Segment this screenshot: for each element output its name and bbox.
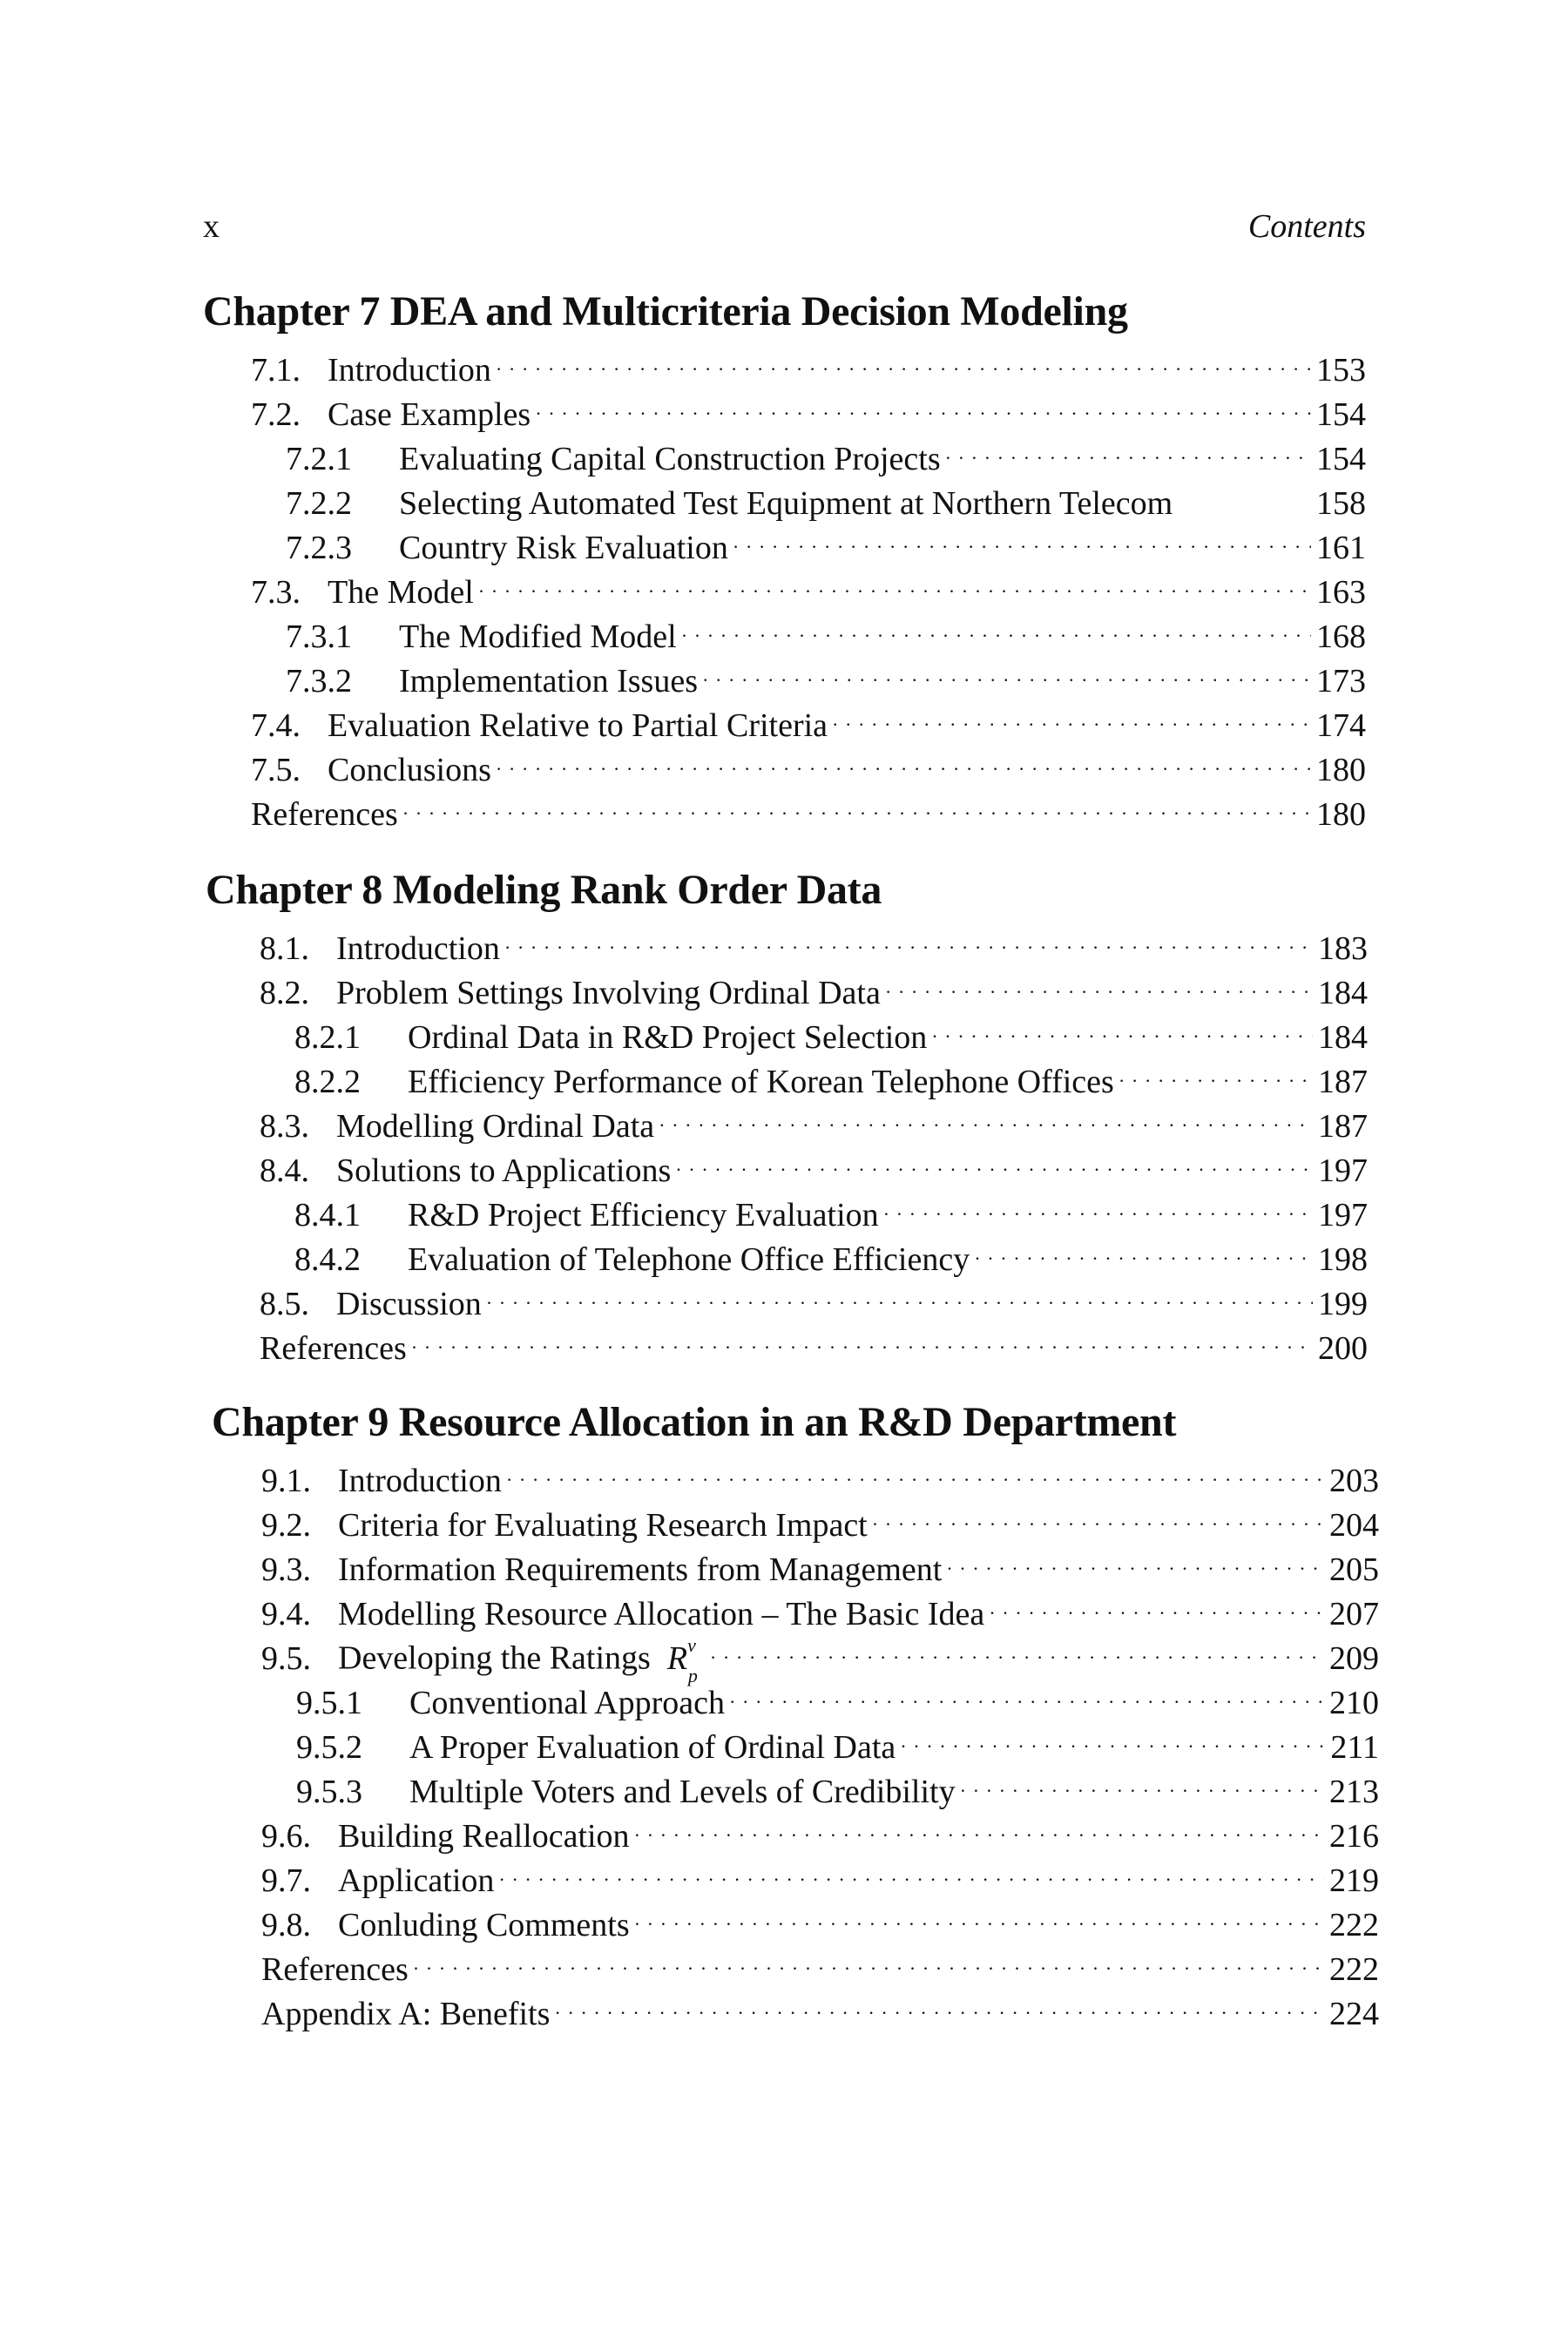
- dot-leader: [403, 781, 1311, 825]
- entry-title: R&D Project Efficiency Evaluation: [408, 1197, 879, 1233]
- dot-leader: [682, 603, 1311, 647]
- toc-entry[interactable]: [261, 1980, 1379, 2032]
- entry-number: 9.8.: [261, 1907, 311, 1943]
- entry-page: 210: [1329, 1685, 1379, 1721]
- entry-number: 9.5.2: [296, 1729, 362, 1766]
- entry-page: 216: [1329, 1818, 1379, 1855]
- entry-page: 203: [1329, 1463, 1379, 1499]
- entry-title: Application: [338, 1862, 495, 1899]
- entry-page: 211: [1330, 1729, 1379, 1766]
- entry-page: 158: [1316, 485, 1366, 522]
- entry-title: Introduction: [328, 352, 491, 389]
- entry-page: 213: [1329, 1774, 1379, 1810]
- chapter-heading: Chapter 8 Modeling Rank Order Data: [206, 867, 882, 913]
- entry-title: Building Reallocation: [338, 1818, 630, 1855]
- entry-title: Country Risk Evaluation: [399, 530, 728, 566]
- entry-title: A Proper Evaluation of Ordinal Data: [409, 1729, 896, 1766]
- entry-title: Problem Settings Involving Ordinal Data: [336, 975, 881, 1011]
- entry-page: 219: [1329, 1862, 1379, 1899]
- entry-number: 7.1.: [251, 352, 301, 389]
- entry-page: 168: [1316, 618, 1366, 655]
- entry-number: 7.2.3: [286, 530, 352, 566]
- entry-page: 187: [1318, 1108, 1368, 1145]
- entry-page: 154: [1316, 441, 1366, 477]
- rating-symbol-base: R: [666, 1640, 688, 1677]
- entry-title: Solutions to Applications: [336, 1152, 672, 1189]
- entry-number: 9.1.: [261, 1463, 311, 1499]
- dot-leader: [414, 1936, 1324, 1980]
- entry-title: Information Requirements from Management: [338, 1551, 943, 1588]
- entry-number: 9.2.: [261, 1507, 311, 1544]
- rating-symbol-sup: v: [687, 1634, 696, 1657]
- entry-title: Evaluation of Telephone Office Efficiency: [408, 1241, 970, 1278]
- chapter-9-section: [212, 1398, 1379, 2032]
- toc-entries: [206, 915, 1368, 1367]
- entry-title: Evaluating Capital Construction Projects: [399, 441, 941, 477]
- entry-title: References: [261, 1951, 409, 1988]
- entry-page: 207: [1329, 1596, 1379, 1632]
- dot-leader: [536, 381, 1311, 425]
- chapter-8-section: [206, 866, 1368, 1367]
- toc-entry[interactable]: [260, 1315, 1368, 1367]
- entry-page: 163: [1316, 574, 1366, 611]
- running-title: Contents: [1247, 208, 1366, 245]
- rating-symbol-sub: p: [687, 1664, 698, 1686]
- entry-title: The Modified Model: [399, 618, 677, 655]
- dot-leader: [676, 1137, 1313, 1181]
- entry-title: Modelling Resource Allocation – The Basic Idea: [338, 1596, 985, 1632]
- entry-page: 205: [1329, 1551, 1379, 1588]
- entry-number: 7.2.1: [286, 441, 352, 477]
- toc-entry[interactable]: [251, 781, 1366, 833]
- dot-leader: [873, 1491, 1324, 1536]
- toc-entry[interactable]: [261, 1625, 1379, 1686]
- dot-leader: [479, 558, 1311, 603]
- entry-number: 7.3.: [251, 574, 301, 611]
- entry-title: Evaluation Relative to Partial Criteria: [328, 707, 828, 744]
- dot-leader: [412, 1315, 1313, 1359]
- entry-number: 7.2.: [251, 396, 301, 433]
- entry-number: 9.5.1: [296, 1685, 362, 1721]
- entry-number: 9.6.: [261, 1818, 311, 1855]
- entry-number: 7.5.: [251, 752, 301, 788]
- dot-leader: [733, 514, 1311, 558]
- entry-page: 174: [1316, 707, 1366, 744]
- entry-page: 200: [1318, 1330, 1368, 1367]
- rating-symbol: [666, 1634, 706, 1686]
- dot-leader: [990, 1580, 1324, 1625]
- toc-entry[interactable]: [251, 336, 1366, 389]
- entry-title: Efficiency Performance of Korean Telephone Offices: [408, 1064, 1114, 1100]
- toc-entry[interactable]: [261, 1936, 1379, 1988]
- entry-title: Discussion: [336, 1286, 482, 1322]
- chapter-7-section: [203, 287, 1366, 833]
- dot-leader: [635, 1891, 1324, 1936]
- dot-leader: [497, 336, 1311, 381]
- dot-leader: [487, 1270, 1313, 1315]
- dot-leader: [659, 1092, 1313, 1137]
- dot-leader: [961, 1758, 1324, 1802]
- entry-page: 197: [1318, 1197, 1368, 1233]
- entry-number: 8.4.2: [294, 1241, 361, 1278]
- entry-page: 222: [1329, 1907, 1379, 1943]
- page-header: [203, 207, 1366, 251]
- entry-title: References: [260, 1330, 407, 1367]
- entry-title: Implementation Issues: [399, 663, 698, 700]
- dot-leader: [703, 647, 1311, 692]
- entry-title: Criteria for Evaluating Research Impact: [338, 1507, 868, 1544]
- dot-leader: [932, 1004, 1313, 1048]
- entry-page: 184: [1318, 975, 1368, 1011]
- entry-page: 222: [1329, 1951, 1379, 1988]
- dot-leader: [833, 692, 1311, 736]
- entry-title: Multiple Voters and Levels of Credibility: [409, 1774, 956, 1810]
- entry-title: Conventional Approach: [409, 1685, 725, 1721]
- entry-page: 198: [1318, 1241, 1368, 1278]
- entry-number: 9.5.3: [296, 1774, 362, 1810]
- entry-number: 9.3.: [261, 1551, 311, 1588]
- dot-leader: [730, 1669, 1324, 1713]
- entry-title: Appendix A: Benefits: [261, 1996, 551, 2032]
- dot-leader: [507, 1447, 1324, 1491]
- entry-page: 154: [1316, 396, 1366, 433]
- dot-leader: [947, 1536, 1324, 1580]
- entry-number: 8.2.1: [294, 1019, 361, 1056]
- entry-number: 7.2.2: [286, 485, 352, 522]
- entry-number: 8.4.: [260, 1152, 309, 1189]
- entry-number: 8.3.: [260, 1108, 309, 1145]
- entry-page: 187: [1318, 1064, 1368, 1100]
- dot-leader: [555, 1980, 1324, 2024]
- entry-number: 8.2.2: [294, 1064, 361, 1100]
- entry-number: 7.3.1: [286, 618, 352, 655]
- toc-entry[interactable]: [261, 1447, 1379, 1499]
- chapter-heading: Chapter 9 Resource Allocation in an R&D Department: [212, 1399, 1177, 1445]
- entry-number: 9.7.: [261, 1862, 311, 1899]
- entry-number: 8.1.: [260, 930, 309, 967]
- entry-page: 184: [1318, 1019, 1368, 1056]
- dot-leader: [884, 1181, 1313, 1226]
- dot-leader: [499, 1847, 1324, 1891]
- toc-entries: [212, 1447, 1379, 2032]
- entry-number: 8.4.1: [294, 1197, 361, 1233]
- dot-leader: [886, 959, 1313, 1004]
- entry-number: 8.5.: [260, 1286, 309, 1322]
- entry-title: Introduction: [336, 930, 500, 967]
- chapter-heading: Chapter 7 DEA and Multicriteria Decision Modeling: [203, 288, 1128, 335]
- entry-title: Conclusions: [328, 752, 491, 788]
- entry-title: Selecting Automated Test Equipment at Northern Telecom: [399, 485, 1173, 522]
- dot-leader: [505, 915, 1313, 959]
- entry-title: Conluding Comments: [338, 1907, 630, 1943]
- entry-number: 7.4.: [251, 707, 301, 744]
- dot-leader: [1119, 1048, 1313, 1092]
- dot-leader: [975, 1226, 1313, 1270]
- entry-title: Introduction: [338, 1463, 502, 1499]
- dot-leader: [497, 736, 1311, 781]
- entry-title: Modelling Ordinal Data: [336, 1108, 655, 1145]
- entry-page: 204: [1329, 1507, 1379, 1544]
- entry-page: 180: [1316, 752, 1366, 788]
- entry-page: 199: [1318, 1286, 1368, 1322]
- entry-page: 183: [1318, 930, 1368, 967]
- dot-leader: [1245, 470, 1311, 514]
- entry-page: 209: [1329, 1640, 1379, 1677]
- entry-title: Case Examples: [328, 396, 531, 433]
- toc-entries: [203, 336, 1366, 833]
- dot-leader: [711, 1625, 1324, 1669]
- entry-number: 7.3.2: [286, 663, 352, 700]
- dot-leader: [635, 1802, 1324, 1847]
- entry-number: 8.2.: [260, 975, 309, 1011]
- entry-number: 9.4.: [261, 1596, 311, 1632]
- entry-title: Ordinal Data in R&D Project Selection: [408, 1019, 928, 1056]
- entry-page: 224: [1329, 1996, 1379, 2032]
- entry-page: 197: [1318, 1152, 1368, 1189]
- dot-leader: [901, 1713, 1325, 1758]
- entry-page: 153: [1316, 352, 1366, 389]
- dot-leader: [946, 425, 1311, 470]
- entry-title-text: Developing the Ratings: [338, 1640, 651, 1677]
- entry-page: 161: [1316, 530, 1366, 566]
- entry-title: The Model: [328, 574, 474, 611]
- page-folio: x: [203, 208, 220, 245]
- entry-title: References: [251, 796, 398, 833]
- toc-entry[interactable]: [260, 915, 1368, 967]
- entry-page: 173: [1316, 663, 1366, 700]
- entry-number: 9.5.: [261, 1640, 311, 1677]
- entry-page: 180: [1316, 796, 1366, 833]
